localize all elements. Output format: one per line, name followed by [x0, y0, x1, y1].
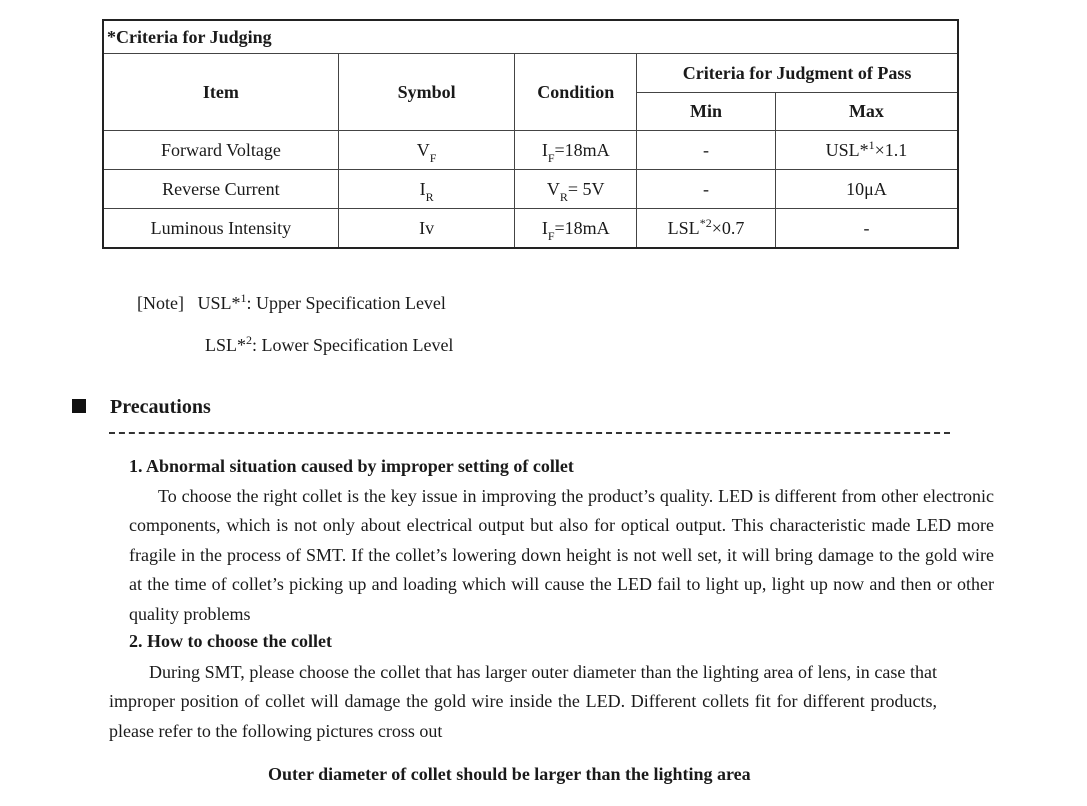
note-usl: [Note] USL*$^1$: Upper Specification Level: [137, 291, 446, 313]
header-item: Item: [103, 54, 338, 131]
cell-min: -: [637, 131, 776, 170]
header-condition: Condition: [515, 54, 637, 131]
dashed-divider: [109, 432, 950, 434]
cell-condition: $I_F=18mA$: [515, 209, 637, 249]
header-min: Min: [637, 93, 776, 131]
criteria-table: [102, 19, 959, 249]
section-1-paragraph: To choose the right collet is the key issue in improving the product’s quality. LED is different from other electronic components, which is not only about electrical output but also for optical output. This characteristic made LED more fragile in the process of SMT. If the collet’s lowering down height is not well set, it will bring damage to the gold wire at the time of collet’s picking up and loading which will cause the LED fail to light up, light up now and then or other quality problems: [129, 486, 994, 624]
cell-max: -: [775, 209, 958, 249]
section-2-title: 2. How to choose the collet: [129, 631, 332, 651]
cell-item: Forward Voltage: [103, 131, 338, 170]
section-2-paragraph: During SMT, please choose the collet that has larger outer diameter than the lighting area of lens, in case that improper position of collet will damage the gold wire inside the LED. Different collets fit for different products, please refer to the following pictures cross out: [109, 662, 937, 741]
cell-condition: $I_F=18mA$: [515, 131, 637, 170]
note-label: [Note]: [137, 293, 184, 313]
figure-caption: Outer diameter of collet should be larger than the lighting area: [268, 764, 751, 784]
cell-item: Reverse Current: [103, 170, 338, 209]
cell-item: Luminous Intensity: [103, 209, 338, 249]
cell-condition: $V_R= 5V$: [515, 170, 637, 209]
note-lsl: LSL*$^2$: Lower Specification Level: [205, 333, 454, 355]
header-max: Max: [775, 93, 958, 131]
cell-symbol: $V_F$: [338, 131, 515, 170]
section-heading: Precautions: [72, 396, 211, 419]
section-1-title: 1. Abnormal situation caused by improper setting of collet: [129, 456, 574, 476]
table-row: [103, 131, 958, 170]
cell-min: $LSL^{*2}\times 0.7$: [637, 209, 776, 249]
cell-max: USL*$^1$×1.1: [775, 131, 958, 170]
cell-symbol: $I_R$: [338, 170, 515, 209]
square-bullet-icon: [72, 399, 86, 413]
cell-min: -: [637, 170, 776, 209]
header-criteria: Criteria for Judgment of Pass: [637, 54, 958, 93]
cell-max: 10μA: [775, 170, 958, 209]
table-row: [103, 170, 958, 209]
cell-symbol: Iv: [338, 209, 515, 249]
table-title: *Criteria for Judging: [103, 20, 958, 54]
header-symbol: Symbol: [338, 54, 515, 131]
table-row: [103, 209, 958, 249]
